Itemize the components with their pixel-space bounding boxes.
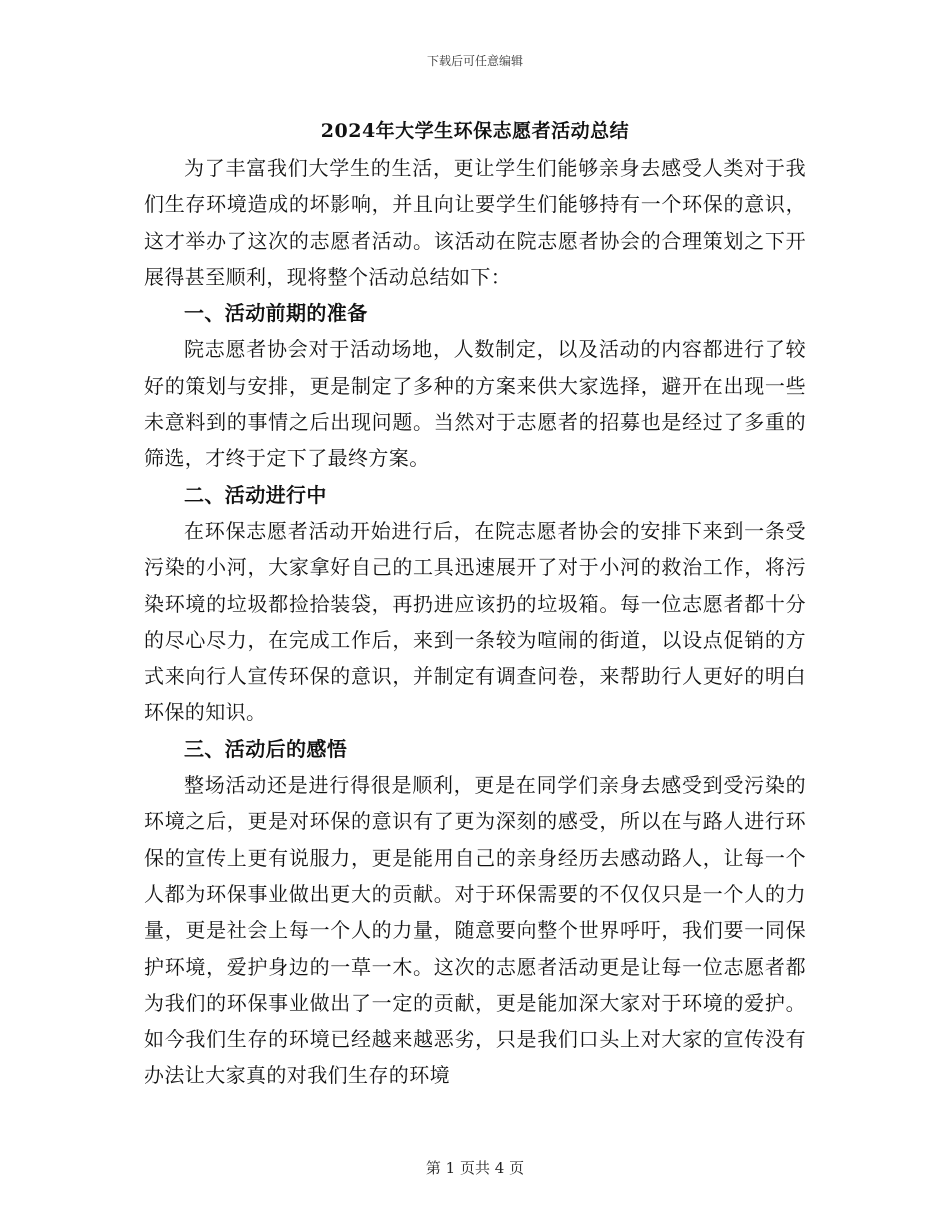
section-heading-preparation: 一、活动前期的准备 xyxy=(184,301,368,326)
section-paragraph-in-progress: 在环保志愿者活动开始进行后，在院志愿者协会的安排下来到一条受污染的小河，大家拿好自己的工具迅速展开了对于小河的救治工作，将污染环境的垃圾都捡拾装袋，再扔进应该扔的垃圾箱。每一位志愿者都十分的尽心尽力，在完成工作后，来到一条较为喧闹的街道，以设点促销的方式来向行人宣传环保的意识，并制定有调查问卷，来帮助行人更好的明白环保的知识。 xyxy=(144,518,806,725)
document-title: 2024年大学生环保志愿者活动总结 xyxy=(320,120,630,142)
page-number: 第 1 页共 4 页 xyxy=(425,1159,525,1177)
document-body xyxy=(144,150,806,1094)
intro-paragraph: 为了丰富我们大学生的生活，更让学生们能够亲身去感受人类对于我们生存环境造成的坏影响，并且向让要学生们能够持有一个环保的意识，这才举办了这次的志愿者活动。该活动在院志愿者协会的合理策划之下开展得甚至顺利，现将整个活动总结如下： xyxy=(144,156,806,289)
section-heading-reflection: 三、活动后的感悟 xyxy=(184,736,348,761)
header-note: 下载后可任意编辑 xyxy=(426,54,523,68)
section-paragraph-reflection: 整场活动还是进行得很是顺利，更是在同学们亲身去感受到受污染的环境之后，更是对环保的意识有了更为深刻的感受，所以在与路人进行环保的宣传上更有说服力，更是能用自己的亲身经历去感动路人，让每一个人都为环保事业做出更大的贡献。对于环保需要的不仅仅只是一个人的力量，更是社会上每一个人的力量，随意要向整个世界呼吁，我们要一同保护环境，爱护身边的一草一木。这次的志愿者活动更是让每一位志愿者都为我们的环保事业做出了一定的贡献，更是能加深大家对于环境的爱护。如今我们生存的环境已经越来越恶劣，只是我们口头上对大家的宣传没有办法让大家真的对我们生存的环境 xyxy=(144,773,806,1088)
section-heading-in-progress: 二、活动进行中 xyxy=(184,482,327,507)
section-paragraph-preparation: 院志愿者协会对于活动场地，人数制定，以及活动的内容都进行了较好的策划与安排，更是制定了多种的方案来供大家选择，避开在出现一些未意料到的事情之后出现问题。当然对于志愿者的招募也是经过了多重的筛选，才终于定下了最终方案。 xyxy=(144,337,806,471)
